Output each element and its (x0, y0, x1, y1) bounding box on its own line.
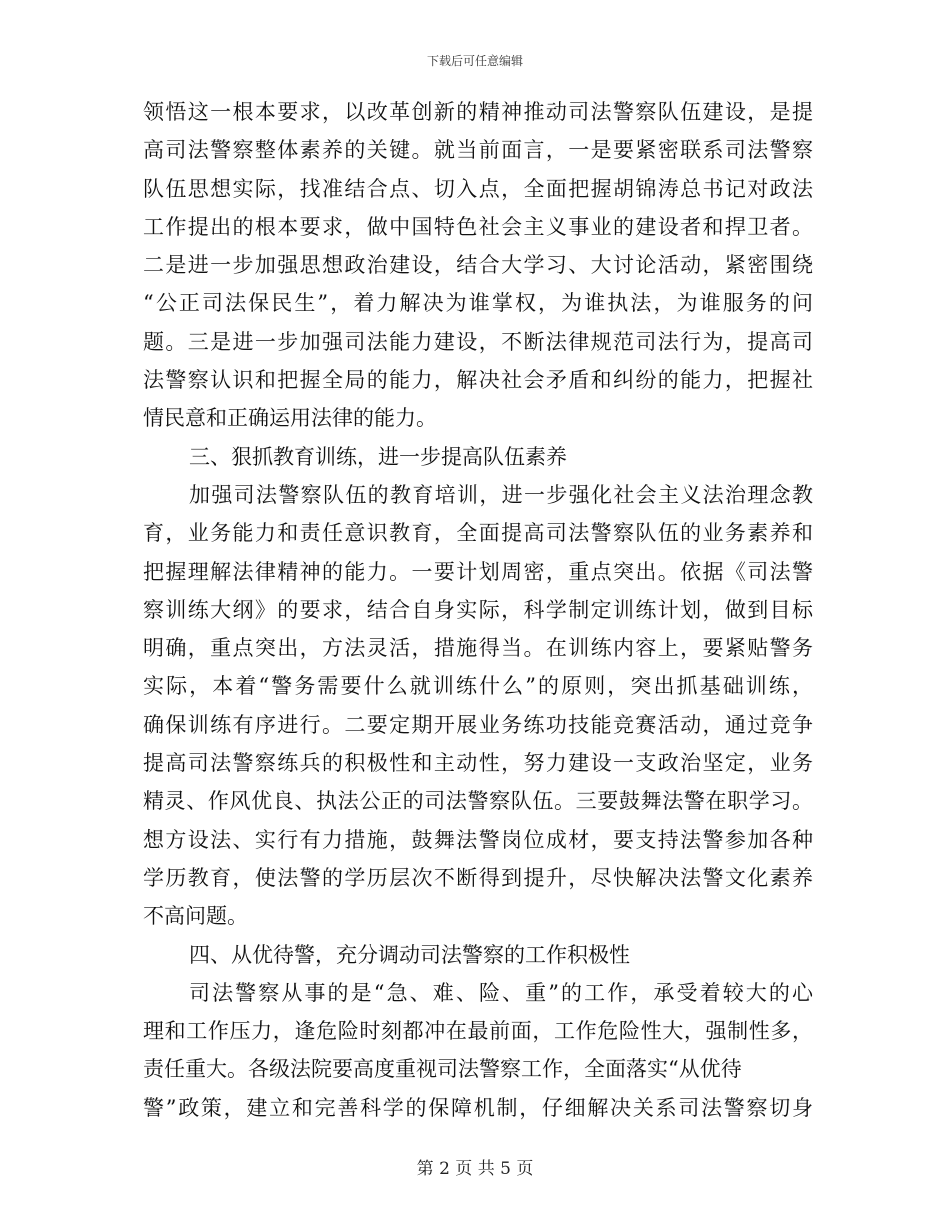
text-line: 察训练大纲》的要求，结合自身实际，科学制定训练计划，做到目标 (143, 597, 813, 622)
text-line: 责任重大。各级法院要高度重视司法警察工作，全面落实“从优待 (143, 1057, 742, 1082)
text-line: “公正司法保民生”，着力解决为谁掌权，为谁执法，为谁服务的问 (143, 291, 813, 316)
text-line: 实际，本着“警务需要什么就训练什么”的原则，突出抓基础训练， (143, 674, 813, 699)
text-line: 工作提出的根本要求，做中国特色社会主义事业的建设者和捍卫者。 (143, 214, 813, 239)
text-line: 法警察认识和把握全局的能力，解决社会矛盾和纠纷的能力，把握社 (143, 368, 813, 393)
page-footer: 第 2 页 共 5 页 (416, 1159, 534, 1179)
text-line: 情民意和正确运用法律的能力。 (143, 406, 437, 431)
text-line: 领悟这一根本要求，以改革创新的精神推动司法警察队伍建设，是提 (143, 100, 813, 124)
page-header: 下载后可任意编辑 (426, 54, 523, 68)
text-line: 精灵、作风优良、执法公正的司法警察队伍。三要鼓舞法警在职学习。 (143, 789, 813, 814)
text-line: 育，业务能力和责任意识教育，全面提高司法警察队伍的业务素养和 (143, 521, 813, 546)
text-line: 题。三是进一步加强司法能力建设，不断法律规范司法行为，提高司 (143, 329, 813, 354)
text-line: 不高问题。 (143, 904, 248, 929)
document-body (143, 93, 813, 1127)
text-line: 理和工作压力，逢危险时刻都冲在最前面，工作危险性大，强制性多， (143, 1019, 813, 1044)
text-line: 二是进一步加强思想政治建设，结合大学习、大讨论活动，紧密围绕 (143, 253, 813, 278)
text-line: 四、从优待警，充分调动司法警察的工作积极性 (189, 942, 630, 967)
text-line: 高司法警察整体素养的关键。就当前面言，一是要紧密联系司法警察 (143, 138, 813, 163)
text-line: 三、狠抓教育训练，进一步提高队伍素养 (189, 444, 567, 469)
text-line: 司法警察从事的是“急、难、险、重”的工作，承受着较大的心 (189, 980, 813, 1005)
text-line: 警”政策，建立和完善科学的保障机制，仔细解决关系司法警察切身 (143, 1095, 813, 1120)
text-line: 加强司法警察队伍的教育培训，进一步强化社会主义法治理念教 (189, 482, 813, 507)
text-line: 队伍思想实际，找准结合点、切入点，全面把握胡锦涛总书记对政法 (143, 176, 813, 201)
text-line: 想方设法、实行有力措施，鼓舞法警岗位成材，要支持法警参加各种 (143, 827, 813, 852)
text-line: 学历教育，使法警的学历层次不断得到提升，尽快解决法警文化素养 (143, 865, 813, 890)
text-line: 确保训练有序进行。二要定期开展业务练功技能竞赛活动，通过竞争 (143, 712, 813, 737)
text-line: 明确，重点突出，方法灵活，措施得当。在训练内容上，要紧贴警务 (143, 636, 813, 661)
text-line: 提高司法警察练兵的积极性和主动性，努力建设一支政治坚定，业务 (143, 751, 813, 776)
text-line: 把握理解法律精神的能力。一要计划周密，重点突出。依据《司法警 (143, 559, 813, 584)
